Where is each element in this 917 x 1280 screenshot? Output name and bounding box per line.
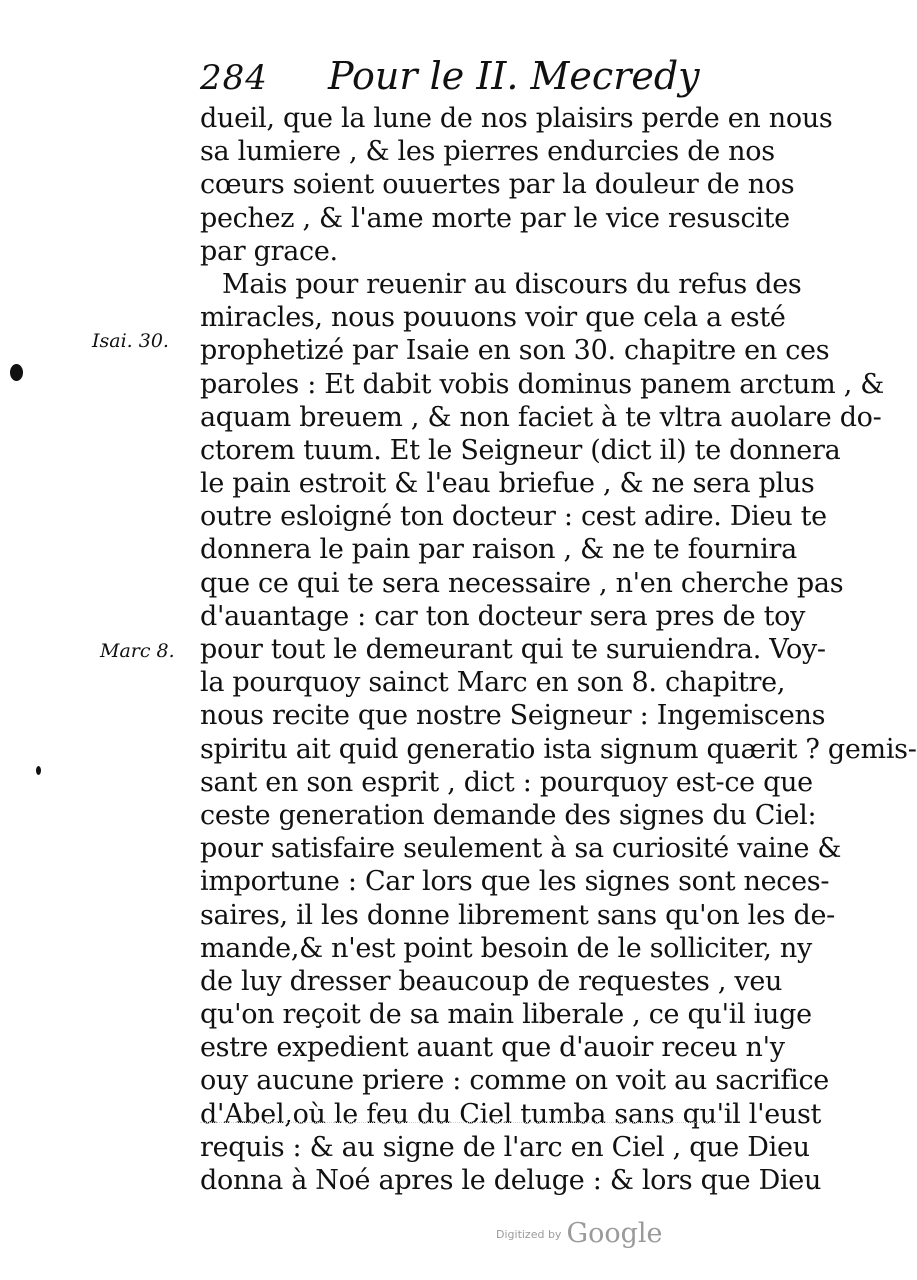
google-logo: Google — [566, 1218, 663, 1249]
text-line: saires, il les donne librement sans qu'on les de- — [200, 899, 835, 931]
text-line: sa lumiere , & les pierres endurcies de nos — [200, 136, 775, 168]
digitized-label: Digitized by — [496, 1228, 562, 1241]
text-line: outre esloigné ton docteur : cest adire. Dieu te — [200, 501, 827, 533]
digitized-watermark — [496, 1218, 663, 1249]
running-title: Pour le II. Mecredy — [328, 54, 700, 98]
text-line: ctorem tuum. Et le Seigneur (dict il) te donnera — [200, 434, 841, 466]
page-header — [200, 52, 720, 102]
ink-blot — [10, 364, 23, 381]
text-line: d'auantage : car ton docteur sera pres de toy — [200, 600, 806, 632]
text-line: cœurs soient ouuertes par la douleur de nos — [200, 169, 795, 201]
text-line: Mais pour reuenir au discours du refus des — [222, 268, 802, 300]
text-line: d'Abel,où le feu du Ciel tumba sans qu'il l'eust — [200, 1098, 822, 1130]
text-line: le pain estroit & l'eau briefue , & ne sera plus — [200, 468, 815, 500]
body-text — [200, 102, 917, 1197]
text-line: par grace. — [200, 235, 338, 267]
text-line: nous recite que nostre Seigneur : Ingemiscens — [200, 700, 826, 732]
marginal-note-isaiah: Isai. 30. — [92, 330, 169, 352]
text-line: prophetizé par Isaie en son 30. chapitre en ces — [200, 335, 830, 367]
text-line: la pourquoy sainct Marc en son 8. chapitre, — [200, 667, 786, 699]
text-line: ceste generation demande des signes du Ciel: — [200, 799, 817, 831]
text-line: aquam breuem , & non faciet à te vltra auolare do- — [200, 401, 882, 433]
text-line: paroles : Et dabit vobis dominus panem arctum , & — [200, 368, 884, 400]
text-line: donna à Noé apres le deluge : & lors que Dieu — [200, 1165, 822, 1196]
text-line: donnera le pain par raison , & ne te fournira — [200, 534, 797, 566]
page-number: 284 — [200, 58, 268, 98]
text-line: ouy aucune priere : comme on voit au sacrifice — [200, 1065, 829, 1097]
text-line: sant en son esprit , dict : pourquoy est-ce que — [200, 766, 813, 798]
text-line: mande,& n'est point besoin de le solliciter, ny — [200, 932, 812, 964]
text-line: de luy dresser beaucoup de requestes , veu — [200, 965, 783, 997]
text-line: importune : Car lors que les signes sont neces- — [200, 866, 830, 898]
text-line: pour tout le demeurant qui te suruiendra. Voy- — [200, 634, 826, 665]
cut-off-line-trace — [200, 1122, 720, 1125]
text-line: qu'on reçoit de sa main liberale , ce qu'il iuge — [200, 999, 812, 1031]
text-line: requis : & au signe de l'arc en Ciel , que Dieu — [200, 1131, 810, 1163]
text-line: que ce qui te sera necessaire , n'en cherche pas — [200, 567, 844, 599]
marginal-note-mark: Marc 8. — [100, 640, 175, 662]
text-line: pour satisfaire seulement à sa curiosité vaine & — [200, 833, 842, 865]
ink-mark — [36, 766, 41, 775]
text-line: spiritu ait quid generatio ista signum quærit ? gemis- — [200, 733, 917, 765]
text-line: miracles, nous pouuons voir que cela a esté — [200, 302, 786, 334]
text-line: pechez , & l'ame morte par le vice resuscite — [200, 202, 790, 234]
text-line: dueil, que la lune de nos plaisirs perde en nous — [200, 103, 833, 134]
text-line: estre expedient auant que d'auoir receu n'y — [200, 1032, 785, 1064]
